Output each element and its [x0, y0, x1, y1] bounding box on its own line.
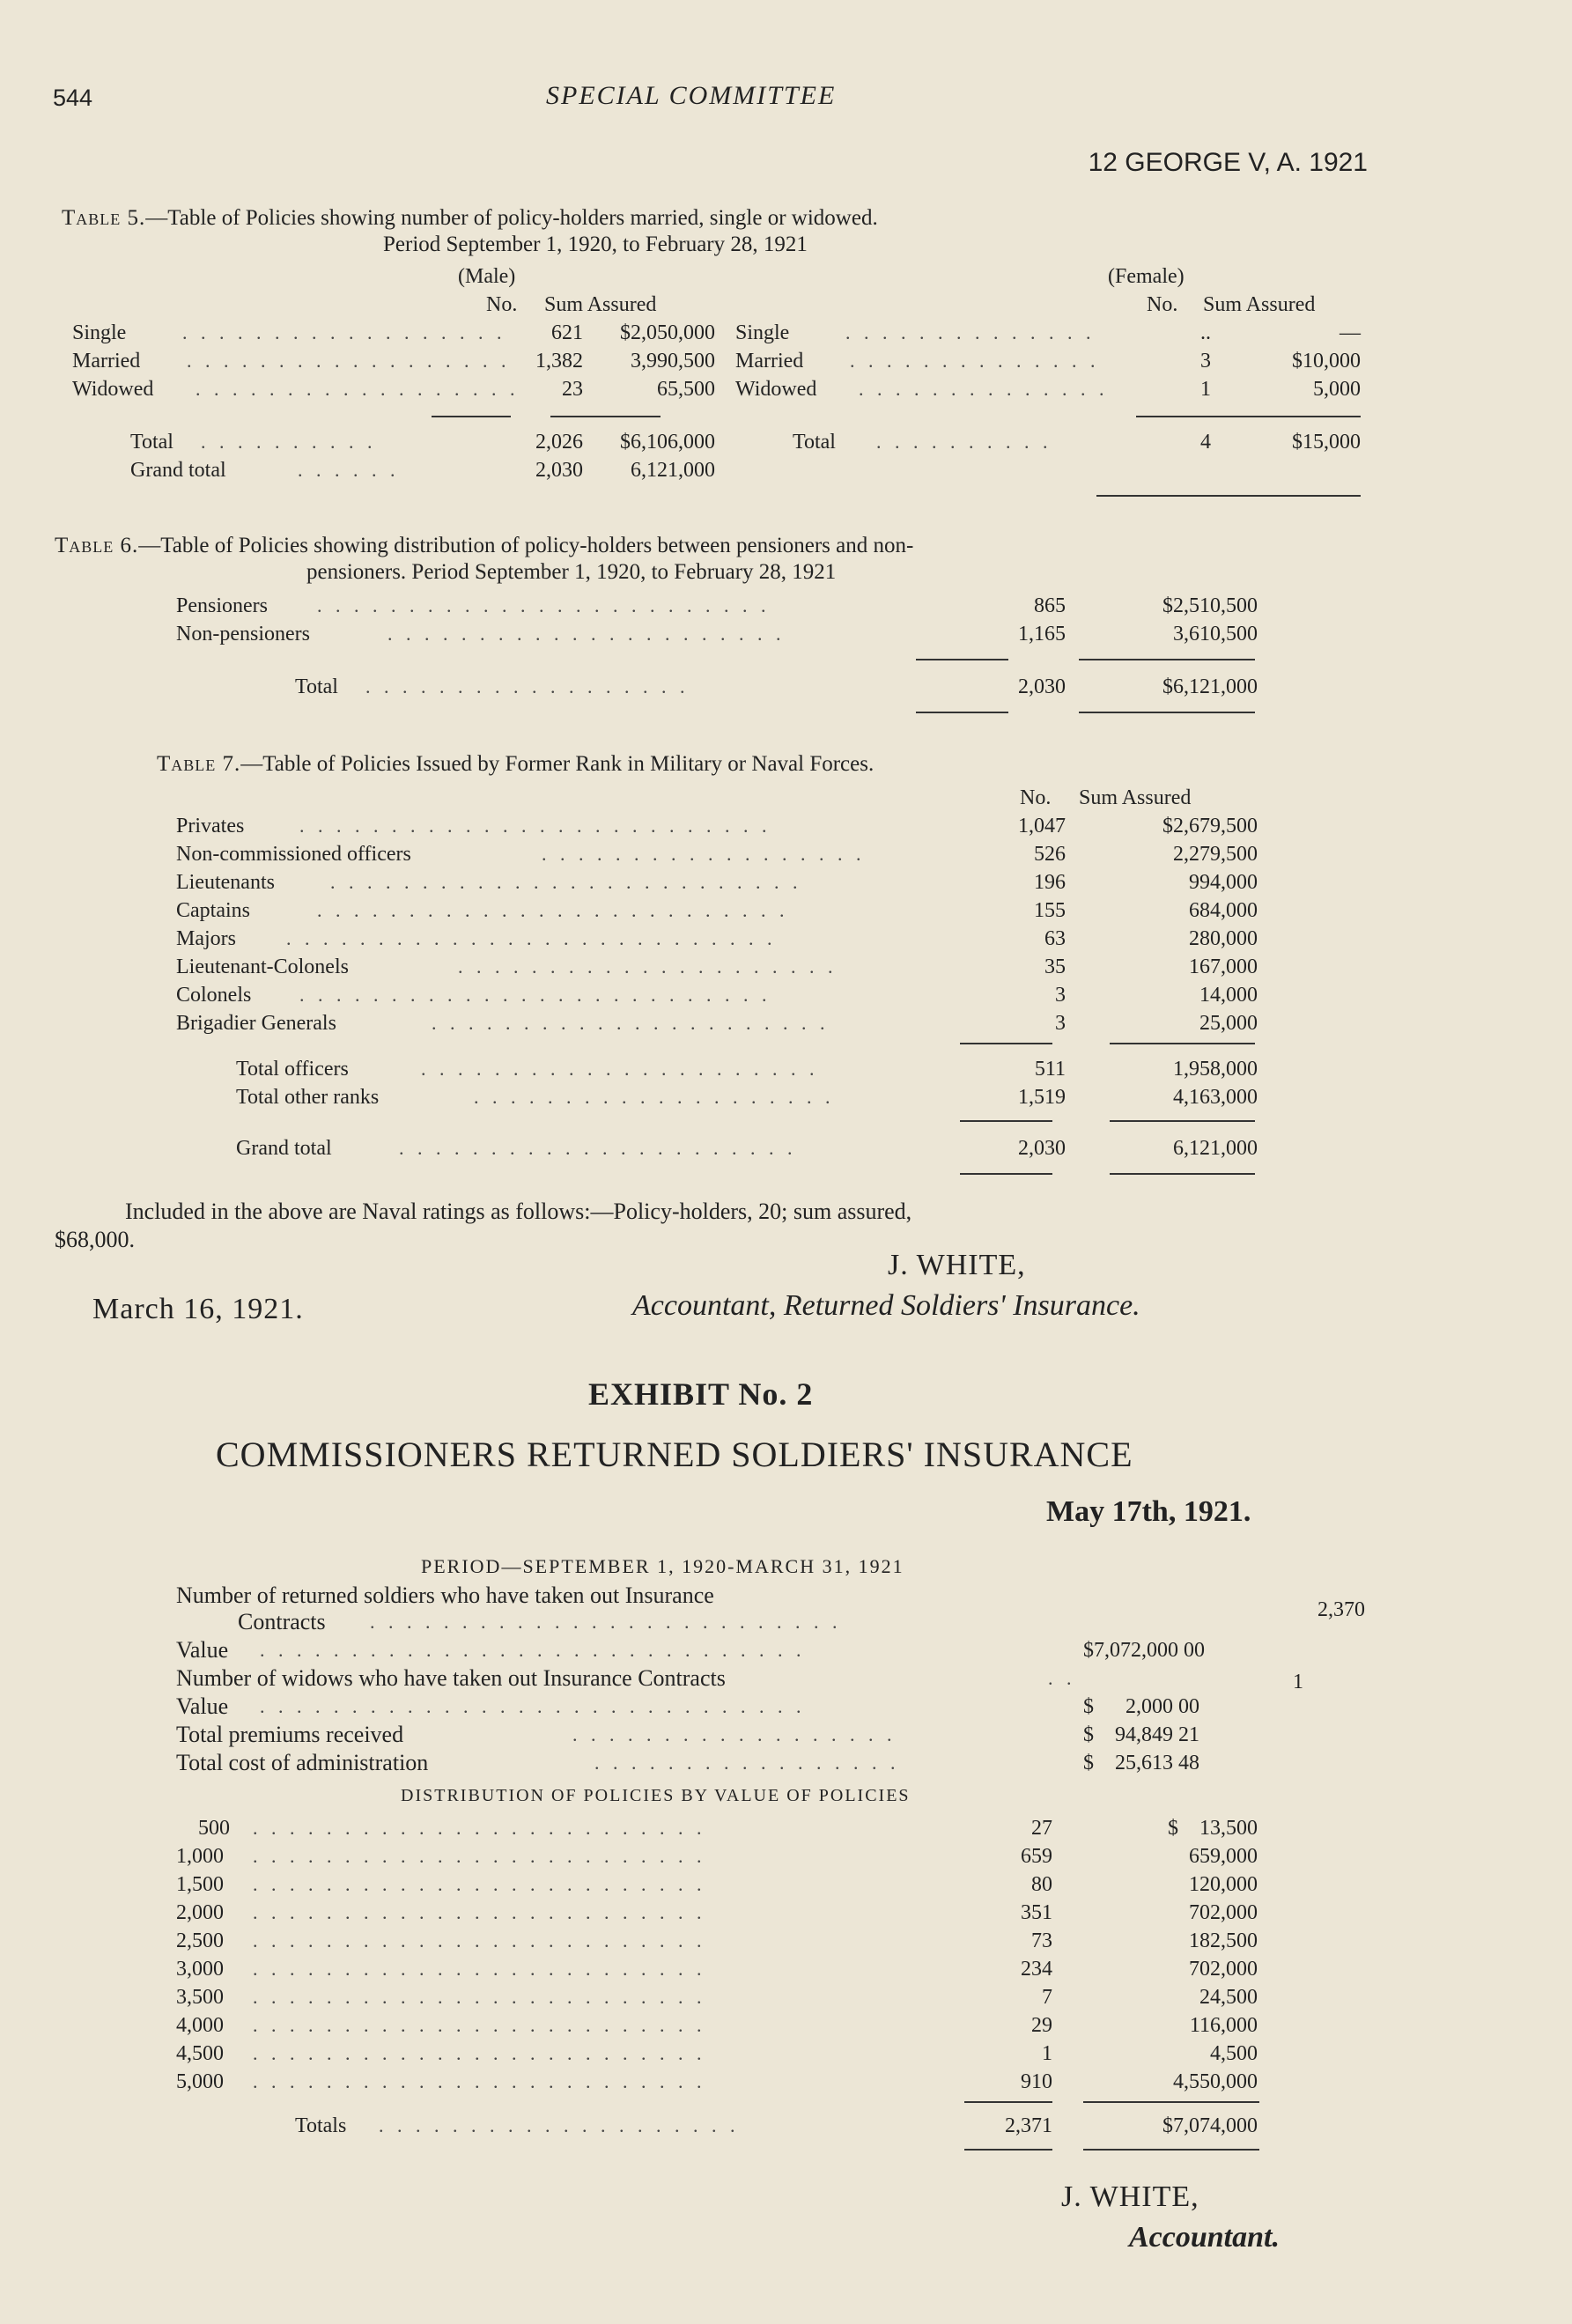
row-sum: 4,500	[1210, 2042, 1258, 2065]
table5-female-heading: (Female)	[1108, 265, 1185, 288]
row-label: Grand total	[130, 459, 226, 482]
row-label: Colonels	[176, 984, 252, 1007]
table7-row: Non-commissioned officers . . . . . . . . . . . . . . . . . . 526 2,279,500	[176, 840, 1268, 868]
table7-row: Majors . . . . . . . . . . . . . . . . . . . . . . . . . . . 63 280,000	[176, 925, 1268, 953]
table6-caption	[55, 532, 913, 559]
row-no: 155	[1034, 899, 1066, 922]
row-value: 500	[198, 1817, 230, 1840]
row-label: Total	[793, 431, 836, 454]
table5-male-col-sum: Sum Assured	[544, 293, 657, 316]
table5-label: Table 5.	[62, 206, 146, 230]
row-sum: $6,106,000	[620, 431, 715, 454]
row-label: Grand total	[236, 1137, 332, 1160]
table7-subtotal: Total other ranks . . . . . . . . . . . . . . . . . . . . 1,519 4,163,000	[236, 1083, 1268, 1111]
row-label: Widowed	[735, 378, 817, 401]
row-sum: 1,958,000	[1173, 1058, 1258, 1081]
row-sum: 3,610,500	[1173, 623, 1258, 646]
row-value: 3,000	[176, 1958, 224, 1981]
row-sum: 702,000	[1189, 1901, 1258, 1924]
table7-row: Lieutenants . . . . . . . . . . . . . . . . . . . . . . . . . . 196 994,000	[176, 868, 1268, 896]
row-value: 4,500	[176, 2042, 224, 2065]
distribution-heading: DISTRIBUTION OF POLICIES BY VALUE OF POLICIES	[401, 1786, 911, 1805]
table6-row: Pensioners . . . . . . . . . . . . . . . . . . . . . . . . . 865 $2,510,500	[176, 592, 1268, 620]
row-no: 23	[562, 378, 583, 401]
exhibit-heading: EXHIBIT No. 2	[588, 1376, 814, 1412]
row-no: 196	[1034, 871, 1066, 894]
row-no: 621	[551, 321, 583, 344]
row-sum: 3,990,500	[631, 350, 715, 373]
row-sum: $2,679,500	[1162, 815, 1258, 837]
row-no: 3	[1055, 984, 1066, 1007]
row-label: Married	[735, 350, 804, 373]
naval-note-line2: $68,000.	[55, 1227, 135, 1252]
row-label: Widowed	[72, 378, 154, 401]
exhibit-period: PERIOD—SEPTEMBER 1, 1920-MARCH 31, 1921	[421, 1555, 904, 1577]
row-label: Total officers	[236, 1058, 349, 1081]
row-no: 2,371	[1005, 2114, 1052, 2137]
row-sum: 24,500	[1199, 1986, 1258, 2009]
table6-label: Table 6.	[55, 534, 139, 557]
table7-row: Brigadier Generals . . . . . . . . . . . . . . . . . . . . . . 3 25,000	[176, 1009, 1268, 1037]
table7-row: Privates . . . . . . . . . . . . . . . . . . . . . . . . . . 1,047 $2,679,500	[176, 812, 1268, 840]
table7-row: Captains . . . . . . . . . . . . . . . . . . . . . . . . . . 155 684,000	[176, 896, 1268, 925]
table6-row: Non-pensioners . . . . . . . . . . . . . . . . . . . . . . 1,165 3,610,500	[176, 620, 1268, 648]
table7-grand-total: Grand total . . . . . . . . . . . . . . . . . . . . . . 2,030 6,121,000	[236, 1134, 1268, 1162]
row-no: 2,030	[1018, 1137, 1066, 1160]
row-value: 1,000	[176, 1845, 224, 1868]
row-no: 865	[1034, 594, 1066, 617]
row-no: 2,026	[535, 431, 583, 454]
signature2-name: J. WHITE,	[1061, 2180, 1199, 2213]
row-amount: $ 25,613 48	[1083, 1752, 1199, 1774]
exhibit-line: Value . . . . . . . . . . . . . . . . . . . . . . . . . . . . . . $7,072,000 00	[176, 1637, 1205, 1663]
row-sum: 14,000	[1199, 984, 1258, 1007]
signature1-name: J. WHITE,	[888, 1249, 1026, 1281]
distribution-totals: Totals . . . . . . . . . . . . . . . . . . . . 2,371 $7,074,000	[295, 2112, 1273, 2140]
table5-female-row: Widowed . . . . . . . . . . . . . . 1 5,000	[735, 375, 1369, 403]
row-label: Non-commissioned officers	[176, 843, 411, 866]
row-no: 1,519	[1018, 1086, 1066, 1109]
row-no: 2,030	[1018, 675, 1066, 698]
exhibit-line: Contracts . . . . . . . . . . . . . . . . . . . . . . . . . . 2,370	[238, 1608, 1409, 1636]
table5-female-col-sum: Sum Assured	[1203, 293, 1316, 316]
page-number: 544	[53, 85, 93, 111]
table7-subtotal: Total officers . . . . . . . . . . . . . . . . . . . . . . 511 1,958,000	[236, 1055, 1268, 1083]
row-sum: 684,000	[1189, 899, 1258, 922]
row-no: 351	[1021, 1901, 1052, 1924]
row-sum: $15,000	[1292, 431, 1361, 454]
row-label: Number of returned soldiers who have taken out Insurance	[176, 1583, 714, 1608]
row-sum: 280,000	[1189, 927, 1258, 950]
row-value: 2,500	[176, 1929, 224, 1952]
row-no: 73	[1031, 1929, 1052, 1952]
row-no: 1,165	[1018, 623, 1066, 646]
distribution-row: 500 . . . . . . . . . . . . . . . . . . . . . . . . . 27 $ 13,500	[198, 1814, 1273, 1842]
row-no: 1,382	[535, 350, 583, 373]
table5-caption-line2: Period September 1, 1920, to February 28, 1921	[383, 232, 808, 256]
row-no: 63	[1044, 927, 1066, 950]
row-label: Total cost of administration	[176, 1750, 429, 1775]
row-label: Captains	[176, 899, 250, 922]
exhibit-line: Total cost of administration . . . . . . . . . . . . . . . . . $ 25,613 48	[176, 1750, 1199, 1775]
signature2-title: Accountant.	[1129, 2221, 1280, 2254]
row-label: Privates	[176, 815, 245, 837]
row-amount: $7,072,000 00	[1083, 1639, 1205, 1662]
row-no: 4	[1200, 431, 1211, 454]
row-sum: 659,000	[1189, 1845, 1258, 1868]
row-sum: 994,000	[1189, 871, 1258, 894]
table5-male-row: Widowed . . . . . . . . . . . . . . . . . . 23 65,500	[72, 375, 715, 403]
row-label: Pensioners	[176, 594, 268, 617]
table5-male-heading: (Male)	[458, 265, 516, 288]
row-label: Value	[176, 1637, 229, 1663]
table5-female-total: Total . . . . . . . . . . 4 $15,000	[793, 428, 1374, 456]
table5-female-row: Married . . . . . . . . . . . . . . 3 $10,000	[735, 347, 1369, 375]
table5-male-row: Married . . . . . . . . . . . . . . . . . . 1,382 3,990,500	[72, 347, 715, 375]
row-sum: 4,550,000	[1173, 2070, 1258, 2093]
row-label: Brigadier Generals	[176, 1012, 336, 1035]
row-label: Majors	[176, 927, 236, 950]
row-sum: 5,000	[1313, 378, 1361, 401]
row-sum: 182,500	[1189, 1929, 1258, 1952]
table5-female-col-no: No.	[1147, 293, 1178, 316]
row-sum: —	[1340, 321, 1361, 344]
distribution-row: 2,000 . . . . . . . . . . . . . . . . . . . . . . . . . 351 702,000	[176, 1899, 1273, 1927]
table6-total: Total . . . . . . . . . . . . . . . . . . 2,030 $6,121,000	[295, 673, 1268, 701]
row-no: ..	[1200, 321, 1211, 344]
row-sum: 4,163,000	[1173, 1086, 1258, 1109]
row-sum: 120,000	[1189, 1873, 1258, 1896]
row-sum: 65,500	[657, 378, 715, 401]
table7-caption-text: —Table of Policies Issued by Former Rank in Military or Naval Forces.	[240, 752, 875, 776]
row-no: 2,030	[535, 459, 583, 482]
distribution-row: 5,000 . . . . . . . . . . . . . . . . . . . . . . . . . 910 4,550,000	[176, 2068, 1273, 2096]
row-label: Married	[72, 350, 141, 373]
row-label: Single	[735, 321, 790, 344]
row-amount: $ 94,849 21	[1083, 1723, 1199, 1746]
row-label: Non-pensioners	[176, 623, 310, 646]
row-sum: 167,000	[1189, 955, 1258, 978]
row-sum: 6,121,000	[631, 459, 715, 482]
row-label: Totals	[295, 2114, 347, 2137]
row-no: 234	[1021, 1958, 1052, 1981]
row-sum: 2,279,500	[1173, 843, 1258, 866]
row-no: 35	[1044, 955, 1066, 978]
row-label: Total	[130, 431, 173, 454]
table5-grand-total: Grand total . . . . . . 2,030 6,121,000	[130, 456, 720, 484]
row-sum: 6,121,000	[1173, 1137, 1258, 1160]
row-no: 29	[1031, 2014, 1052, 2037]
row-value: 1,500	[176, 1873, 224, 1896]
row-value: 3,500	[176, 1986, 224, 2009]
table5-caption	[62, 204, 878, 232]
session-line: 12 GEORGE V, A. 1921	[1088, 148, 1368, 177]
row-sum: $7,074,000	[1162, 2114, 1258, 2137]
table7-row: Lieutenant-Colonels . . . . . . . . . . . . . . . . . . . . . 35 167,000	[176, 953, 1268, 981]
row-no: 659	[1021, 1845, 1052, 1868]
row-count: 2,370	[1317, 1598, 1365, 1621]
row-no: 1,047	[1018, 815, 1066, 837]
table7-caption	[157, 750, 874, 778]
row-count: 1	[1293, 1671, 1303, 1693]
row-sum: $ 13,500	[1168, 1817, 1258, 1840]
row-sum: 25,000	[1199, 1012, 1258, 1035]
exhibit-title: COMMISSIONERS RETURNED SOLDIERS' INSURANCE	[216, 1435, 1133, 1474]
row-label: Total premiums received	[176, 1722, 404, 1747]
row-label: Lieutenant-Colonels	[176, 955, 349, 978]
row-sum: 116,000	[1189, 2014, 1258, 2037]
exhibit-line: Value . . . . . . . . . . . . . . . . . . . . . . . . . . . . . . $ 2,000 00	[176, 1693, 1199, 1719]
row-label: Contracts	[238, 1609, 326, 1634]
naval-note-line1: Included in the above are Naval ratings as follows:—Policy-holders, 20; sum assured,	[125, 1199, 912, 1224]
row-no: 27	[1031, 1817, 1052, 1840]
table5-female-row: Single . . . . . . . . . . . . . . .. —	[735, 319, 1369, 347]
row-sum: 702,000	[1189, 1958, 1258, 1981]
table7-col-sum: Sum Assured	[1079, 786, 1192, 809]
row-no: 3	[1055, 1012, 1066, 1035]
exhibit-line: Total premiums received . . . . . . . . . . . . . . . . . . $ 94,849 21	[176, 1722, 1199, 1747]
row-no: 1	[1042, 2042, 1052, 2065]
row-label: Total	[295, 675, 338, 698]
row-label: Single	[72, 321, 127, 344]
row-sum: $2,050,000	[620, 321, 715, 344]
exhibit-line	[176, 1582, 1409, 1610]
exhibit-date: May 17th, 1921.	[1046, 1495, 1251, 1528]
row-no: 511	[1034, 1058, 1066, 1081]
row-label: Total other ranks	[236, 1086, 380, 1109]
row-label: Value	[176, 1693, 229, 1719]
row-value: 4,000	[176, 2014, 224, 2037]
table7-label: Table 7.	[157, 752, 241, 776]
row-no: 1	[1200, 378, 1211, 401]
signature1-title: Accountant, Returned Soldiers' Insurance.	[632, 1289, 1140, 1322]
row-label: Lieutenants	[176, 871, 275, 894]
distribution-row: 1,000 . . . . . . . . . . . . . . . . . . . . . . . . . 659 659,000	[176, 1842, 1273, 1870]
row-sum: $6,121,000	[1162, 675, 1258, 698]
table5-male-col-no: No.	[486, 293, 518, 316]
distribution-row: 4,500 . . . . . . . . . . . . . . . . . . . . . . . . . 1 4,500	[176, 2040, 1273, 2068]
row-sum: $10,000	[1292, 350, 1361, 373]
row-amount: $ 2,000 00	[1083, 1695, 1199, 1718]
table6-caption-line1: —Table of Policies showing distribution of policy-holders between pensioners and non-	[138, 534, 914, 557]
signature1-date: March 16, 1921.	[92, 1293, 304, 1325]
row-value: 5,000	[176, 2070, 224, 2093]
row-sum: $2,510,500	[1162, 594, 1258, 617]
distribution-row: 3,000 . . . . . . . . . . . . . . . . . . . . . . . . . 234 702,000	[176, 1955, 1273, 1983]
table5-male-row: Single . . . . . . . . . . . . . . . . . . 621 $2,050,000	[72, 319, 715, 347]
table5-male-total: Total . . . . . . . . . . 2,026 $6,106,000	[130, 428, 720, 456]
row-label: Number of widows who have taken out Insurance Contracts	[176, 1665, 726, 1691]
table7-row: Colonels . . . . . . . . . . . . . . . . . . . . . . . . . . 3 14,000	[176, 981, 1268, 1009]
distribution-row: 4,000 . . . . . . . . . . . . . . . . . . . . . . . . . 29 116,000	[176, 2011, 1273, 2040]
row-no: 910	[1021, 2070, 1052, 2093]
table6-caption-line2: pensioners. Period September 1, 1920, to February 28, 1921	[306, 560, 837, 584]
row-no: 7	[1042, 1986, 1052, 2009]
table7-col-no: No.	[1020, 786, 1052, 809]
distribution-row: 2,500 . . . . . . . . . . . . . . . . . . . . . . . . . 73 182,500	[176, 1927, 1273, 1955]
row-no: 3	[1200, 350, 1211, 373]
distribution-row: 1,500 . . . . . . . . . . . . . . . . . . . . . . . . . 80 120,000	[176, 1870, 1273, 1899]
row-no: 526	[1034, 843, 1066, 866]
row-value: 2,000	[176, 1901, 224, 1924]
running-title: SPECIAL COMMITTEE	[546, 81, 837, 110]
table5-caption-line1: —Table of Policies showing number of policy-holders married, single or widowed.	[145, 206, 878, 230]
row-no: 80	[1031, 1873, 1052, 1896]
distribution-row: 3,500 . . . . . . . . . . . . . . . . . . . . . . . . . 7 24,500	[176, 1983, 1273, 2011]
exhibit-line: Number of widows who have taken out Insurance Contracts . . 1	[176, 1664, 1409, 1693]
